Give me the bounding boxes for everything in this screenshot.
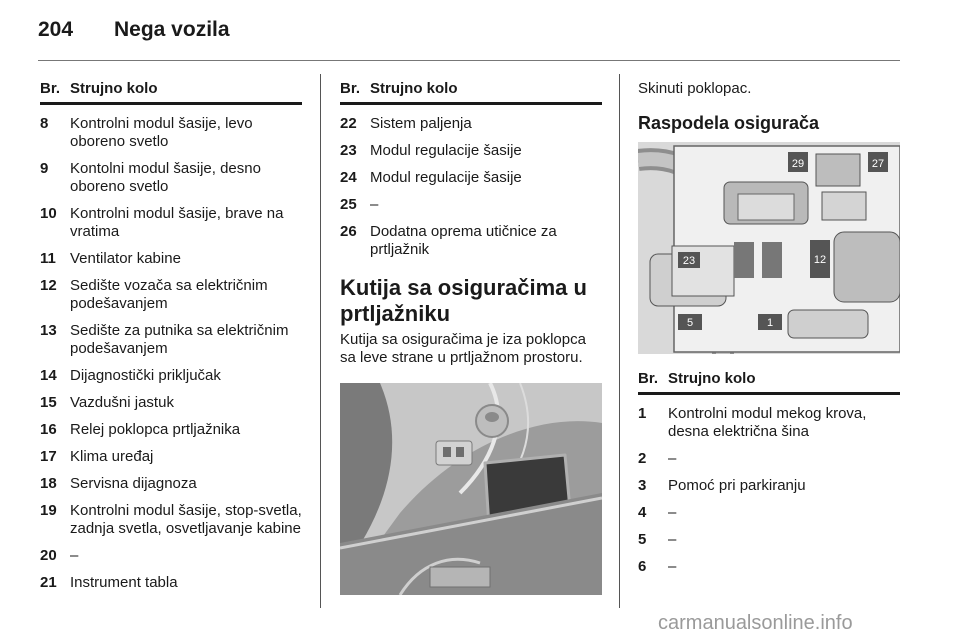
column-divider-1: [320, 74, 321, 608]
fuse-circuit: Pomoć pri parkiranju: [668, 477, 806, 494]
fuse-circuit: Sistem paljenja: [370, 115, 472, 132]
fuse-number: 20: [40, 547, 57, 564]
fuse-circuit: Kontrolni modul mekog krova, desna električna šina: [668, 405, 867, 440]
fuse-label-5: 5: [686, 317, 694, 329]
fuse-number: 21: [40, 574, 57, 591]
fuse-circuit: Modul regulacije šasije: [370, 169, 522, 186]
fuse-label-23: 23: [682, 255, 696, 267]
fuse-circuit: Klima uređaj: [70, 448, 154, 465]
table-header: [40, 80, 302, 105]
fuse-layout-heading: Raspodela osigurača: [638, 113, 820, 133]
fuse-number: 10: [40, 205, 57, 222]
trunk-photo: [340, 383, 602, 595]
fuse-number: 15: [40, 394, 57, 411]
header-circuit: Strujno kolo: [70, 80, 158, 97]
fuse-circuit: Sedište vozača sa električnim podešavanjem: [70, 277, 268, 312]
fuse-number: 13: [40, 322, 57, 339]
fuse-circuit: Kontrolni modul šasije, brave na vratima: [70, 205, 284, 240]
table-row: [638, 558, 900, 576]
fuse-list-2: [340, 115, 602, 259]
fuse-number: 11: [40, 250, 56, 267]
fuse-number: 16: [40, 421, 57, 438]
fuse-number: 19: [40, 502, 57, 519]
column-1: [40, 80, 302, 601]
table-row: [40, 502, 302, 538]
section-heading: Kutija sa osiguračima u prtljažniku: [340, 275, 587, 326]
table-row: [40, 448, 302, 466]
page-title: Nega vozila: [114, 18, 230, 41]
column-2: [340, 80, 602, 595]
fuse-circuit: Relej poklopca prtljažnika: [70, 421, 241, 438]
table-row: [340, 223, 602, 259]
fuse-number: 6: [638, 558, 647, 575]
body-text: Kutija sa osiguračima je iza poklopca sa leve strane u prtljažnom prostoru.: [340, 331, 586, 366]
table-row: [40, 475, 302, 493]
fuse-number: 17: [40, 448, 57, 465]
fuse-label-1: 1: [766, 317, 774, 329]
intro-text: Skinuti poklopac.: [638, 80, 752, 97]
fuse-circuit: Dodatna oprema utičnice za prtljažnik: [370, 223, 557, 258]
table-row: [40, 115, 302, 151]
fuse-number: 4: [638, 504, 647, 521]
fuse-number: 12: [40, 277, 57, 294]
table-row: [40, 367, 302, 385]
table-row: [40, 277, 302, 313]
fuse-circuit: Kontrolni modul šasije, stop-svetla, zadnja svetla, osvetljavanje kabine: [70, 502, 302, 537]
fuse-circuit: –: [370, 196, 379, 213]
fuse-number: 23: [340, 142, 357, 159]
fuse-box-illustration: [638, 142, 900, 354]
table-row: [40, 421, 302, 439]
fuse-number: 22: [340, 115, 357, 132]
fuse-circuit: Modul regulacije šasije: [370, 142, 522, 159]
table-row: [638, 531, 900, 549]
fuse-number: 5: [638, 531, 647, 548]
header-number: Br.: [340, 80, 361, 97]
fuse-label-12: 12: [813, 254, 827, 266]
fuse-circuit: Vazdušni jastuk: [70, 394, 174, 411]
header-number: Br.: [40, 80, 61, 97]
fuse-number: 8: [40, 115, 49, 132]
fuse-circuit: Kontolni modul šasije, desno oboreno svetlo: [70, 160, 261, 195]
table-row: [340, 115, 602, 133]
table-row: [40, 394, 302, 412]
table-row: [638, 450, 900, 468]
fuse-number: 3: [638, 477, 647, 494]
fuse-circuit: Sedište za putnika sa električnim podešavanjem: [70, 322, 289, 357]
fuse-circuit: Kontrolni modul šasije, levo oboreno svetlo: [70, 115, 253, 150]
trunk-illustration: [340, 383, 602, 595]
fuse-number: 24: [340, 169, 357, 186]
header-rule: [38, 60, 900, 61]
fuse-number: 18: [40, 475, 57, 492]
header-circuit: Strujno kolo: [668, 370, 756, 387]
table-row: [638, 504, 900, 522]
table-row: [40, 250, 302, 268]
fuse-number: 2: [638, 450, 647, 467]
fuse-number: 26: [340, 223, 357, 240]
table-row: [638, 477, 900, 495]
fuse-number: 14: [40, 367, 57, 384]
table-row: [340, 142, 602, 160]
fuse-circuit: Servisna dijagnoza: [70, 475, 197, 492]
table-row: [638, 405, 900, 441]
table-header: [638, 370, 900, 395]
fuse-box-diagram: [638, 142, 900, 354]
table-row: [40, 322, 302, 358]
table-header: [340, 80, 602, 105]
fuse-list-3: [638, 405, 900, 576]
fuse-circuit: Instrument tabla: [70, 574, 178, 591]
watermark: carmanualsonline.info: [658, 612, 853, 634]
column-3: [638, 80, 900, 585]
fuse-number: 1: [638, 405, 647, 422]
fuse-label-29: 29: [791, 158, 805, 170]
table-row: [340, 169, 602, 187]
fuse-circuit: –: [668, 504, 677, 521]
fuse-list-1: [40, 115, 302, 592]
fuse-circuit: –: [70, 547, 79, 564]
header-number: Br.: [638, 370, 659, 387]
table-row: [40, 205, 302, 241]
fuse-number: 9: [40, 160, 49, 177]
fuse-circuit: Dijagnostički priključak: [70, 367, 221, 384]
fuse-circuit: –: [668, 450, 677, 467]
page-number: 204: [38, 18, 74, 41]
fuse-number: 25: [340, 196, 357, 213]
fuse-circuit: Ventilator kabine: [70, 250, 181, 267]
fuse-circuit: –: [668, 531, 677, 548]
fuse-label-27: 27: [871, 158, 885, 170]
table-row: [40, 547, 302, 565]
fuse-circuit: –: [668, 558, 677, 575]
table-row: [40, 160, 302, 196]
header-circuit: Strujno kolo: [370, 80, 458, 97]
column-divider-2: [619, 74, 620, 608]
table-row: [40, 574, 302, 592]
table-row: [340, 196, 602, 214]
